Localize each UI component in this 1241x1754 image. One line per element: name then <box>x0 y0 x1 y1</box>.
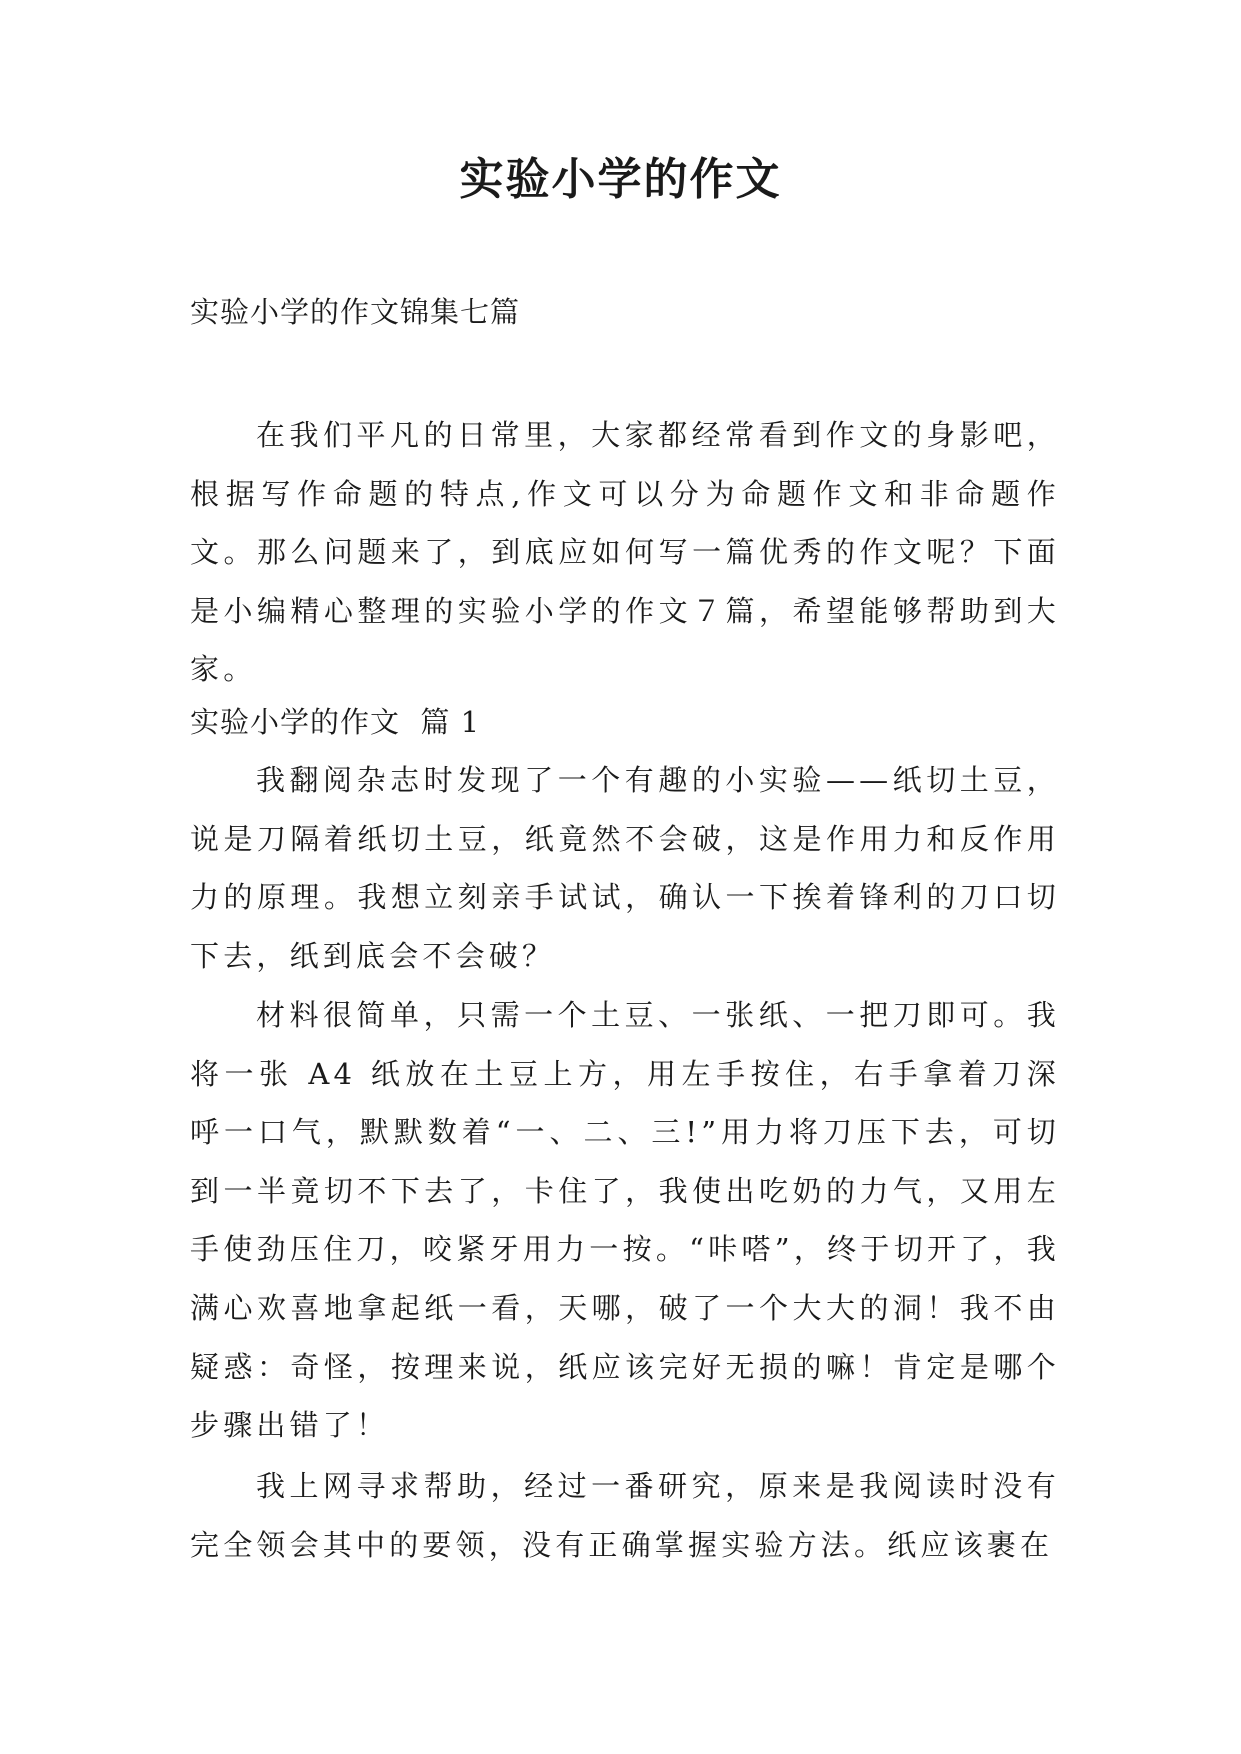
document-subtitle: 实验小学的作文锦集七篇 <box>190 295 521 329</box>
body-paragraph-1: 我翻阅杂志时发现了一个有趣的小实验——纸切土豆，说是刀隔着纸切土豆，纸竟然不会破，这是作用力和反作用力的原理。我想立刻亲手试试，确认一下挨着锋利的刀口切下去，纸到底会不会破？ <box>190 763 1060 973</box>
body-paragraph-2: 材料很简单，只需一个土豆、一张纸、一把刀即可。我将一张 A4 纸放在土豆上方，用左手按住，右手拿着刀深呼一口气，默默数着“一、二、三!”用力将刀压下去，可切到一半竟切不下去了，卡住了，我使出吃奶的力气，又用左手使劲压住刀，咬紧牙用力一按。“咔嗒”，终于切开了，我满心欢喜地拿起纸一看，天哪，破了一个大大的洞！我不由疑惑：奇怪，按理来说，纸应该完好无损的嘛！肯定是哪个步骤出错了！ <box>190 998 1060 1443</box>
document-title: 实验小学的作文 <box>459 154 782 205</box>
body-paragraph-3: 我上网寻求帮助，经过一番研究，原来是我阅读时没有完全领会其中的要领，没有正确掌握实验方法。纸应该裹在 <box>190 1469 1060 1562</box>
section-heading: 实验小学的作文 篇 1 <box>190 705 481 739</box>
intro-paragraph: 在我们平凡的日常里，大家都经常看到作文的身影吧，根据写作命题的特点,作文可以分为命题作文和非命题作文。那么问题来了，到底应如何写一篇优秀的作文呢？下面是小编精心整理的实验小学的作文７篇，希望能够帮助到大家。 <box>190 418 1060 687</box>
